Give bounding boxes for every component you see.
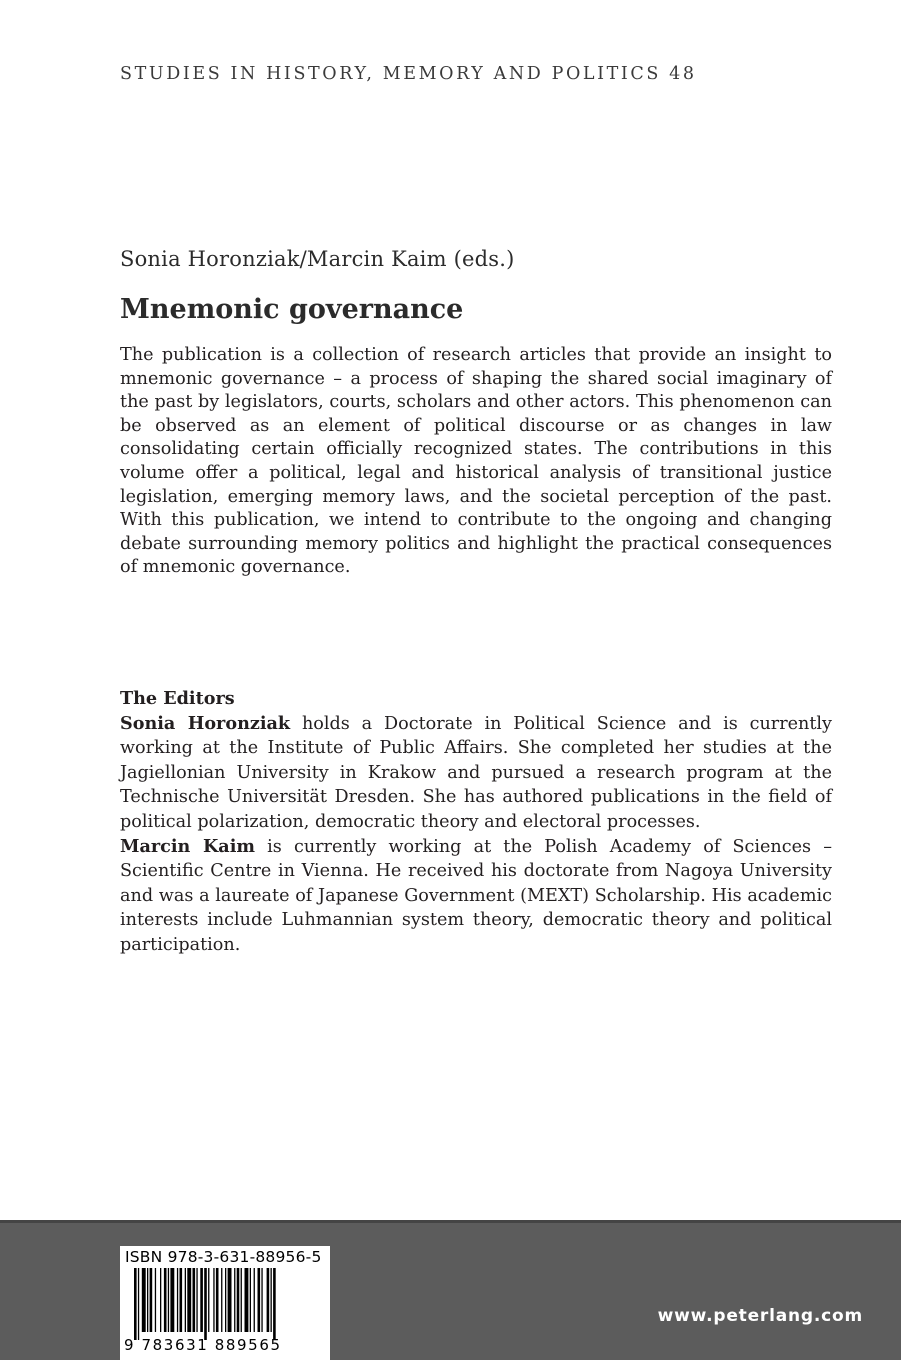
editors-heading: The Editors [120,688,235,709]
publisher-url[interactable]: www.peterlang.com [657,1306,863,1326]
barcode-icon [126,1268,324,1346]
editors-line: Sonia Horonziak/Marcin Kaim (eds.) [120,247,515,271]
isbn-label: ISBN 978-3-631-88956-5 [125,1248,322,1266]
editors-section [120,687,832,958]
editor-bio-text: is currently working at the Polish Academy of Sciences – Scientific Centre in Vienna. He received his doctorate from Nagoya University and was a laureate of Japanese Government (MEXT) Scholarship. His academic interests include Luhmannian system theory, democratic theory and political participation. [120,836,832,955]
isbn-barcode [120,1246,330,1360]
bottom-band-rule [0,1220,901,1223]
editor-bio [120,835,832,958]
book-blurb: The publication is a collection of research articles that provide an insight to mnemonic governance – a process of shaping the shared social imaginary of the past by legislators, courts, scholars and other actors. This phenomenon can be observed as an element of political discourse or as changes in law consolidating certain officially recognized states. The contributions in this volume offer a political, legal and historical analysis of transitional justice legislation, emerging memory laws, and the societal perception of the past. With this publication, we intend to contribute to the ongoing and changing debate surrounding memory politics and highlight the practical consequences of mnemonic governance. [120,345,832,578]
editor-bio [120,712,832,835]
barcode-digits: 9 783631 889565 [124,1336,282,1354]
book-title: Mnemonic governance [120,294,464,325]
editor-name: Marcin Kaim [120,835,256,857]
editor-name: Sonia Horonziak [120,712,291,734]
series-title: STUDIES IN HISTORY, MEMORY AND POLITICS 48 [120,64,697,84]
editor-bio-text: holds a Doctorate in Political Science and is currently working at the Institute of Public Affairs. She completed her studies at the Jagiellonian University in Krakow and pursued a research program at the Technische Universität Dresden. She has authored publications in the field of political polarization, democratic theory and electoral processes. [120,713,832,832]
